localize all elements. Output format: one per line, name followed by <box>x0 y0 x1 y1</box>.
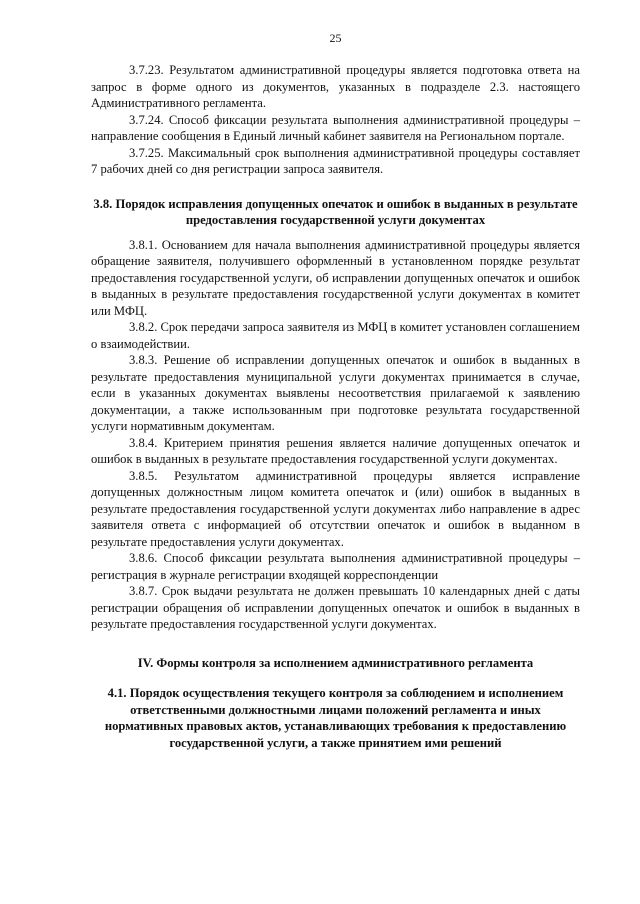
paragraph-3-8-2: 3.8.2. Срок передачи запроса заявителя из МФЦ в комитет установлен соглашением о взаимодействии. <box>91 320 580 351</box>
section-heading-3-8: 3.8. Порядок исправления допущенных опечаток и ошибок в выданных в результате предоставления государственной услуги документах <box>93 196 578 227</box>
paragraph-3-7-25: 3.7.25. Максимальный срок выполнения административной процедуры составляет 7 рабочих дней со дня регистрации запроса заявителя. <box>91 145 580 176</box>
section-heading-4-1: 4.1. Порядок осуществления текущего контроля за соблюдением и исполнением ответственными должностными лицами положений регламента и иных нормативных правовых актов, устанавливающих требования к предоставлению государственной услуги, а также принятием ими решений <box>104 686 567 750</box>
paragraph-3-8-3: 3.8.3. Решение об исправлении допущенных опечаток и ошибок в выданных в результате предоставления муниципальной услуги документах принимается в случае, если в указанных документах выявлены несоответствия прилагаемой к заявлению документации, а также использованным при подготовке результата государственной услуги нормативным документам. <box>91 353 580 433</box>
document-body <box>91 62 580 751</box>
paragraph-3-8-5: 3.8.5. Результатом административной процедуры является исправление допущенных должностным лицом комитета опечаток и (или) ошибок в выданных в результате предоставления государственной услуги документах либо направление в адрес заявителя ответа с информацией об отсутствии опечаток и ошибок в выданном в результате предоставления услуги документах. <box>91 468 580 549</box>
paragraph-3-8-1: 3.8.1. Основанием для начала выполнения административной процедуры является обращение заявителя, получившего оформленный в установленном порядке результат предоставления государственной услуги, об исправлении допущенных опечаток и ошибок в выданных в результате предоставления государственной услуги документах в комитет или МФЦ. <box>91 237 580 318</box>
paragraph-3-7-24: 3.7.24. Способ фиксации результата выполнения административной процедуры – направление сообщения в Единый личный кабинет заявителя на Региональном портале. <box>91 112 580 143</box>
paragraph-3-7-23: 3.7.23. Результатом административной процедуры является подготовка ответа на запрос в форме одного из документов, указанных в подразделе 2.3. настоящего Административного регламента. <box>91 63 580 110</box>
spacer <box>91 633 580 655</box>
spacer <box>91 229 580 237</box>
spacer <box>91 178 580 196</box>
paragraph-3-8-4: 3.8.4. Критерием принятия решения является наличие допущенных опечаток и ошибок в выданных в результате предоставления государственной услуги документах. <box>91 435 580 466</box>
chapter-heading-iv: IV. Формы контроля за исполнением административного регламента <box>137 655 534 670</box>
spacer <box>91 671 580 685</box>
paragraph-3-8-7: 3.8.7. Срок выдачи результата не должен превышать 10 календарных дней с даты регистрации обращения об исправлении допущенных опечаток и ошибок в выданных в результате предоставления государственной услуги документах. <box>91 584 580 631</box>
paragraph-3-8-6: 3.8.6. Способ фиксации результата выполнения административной процедуры – регистрация в журнале регистрации входящей корреспонденции <box>91 551 580 582</box>
page-number: 25 <box>329 31 342 45</box>
